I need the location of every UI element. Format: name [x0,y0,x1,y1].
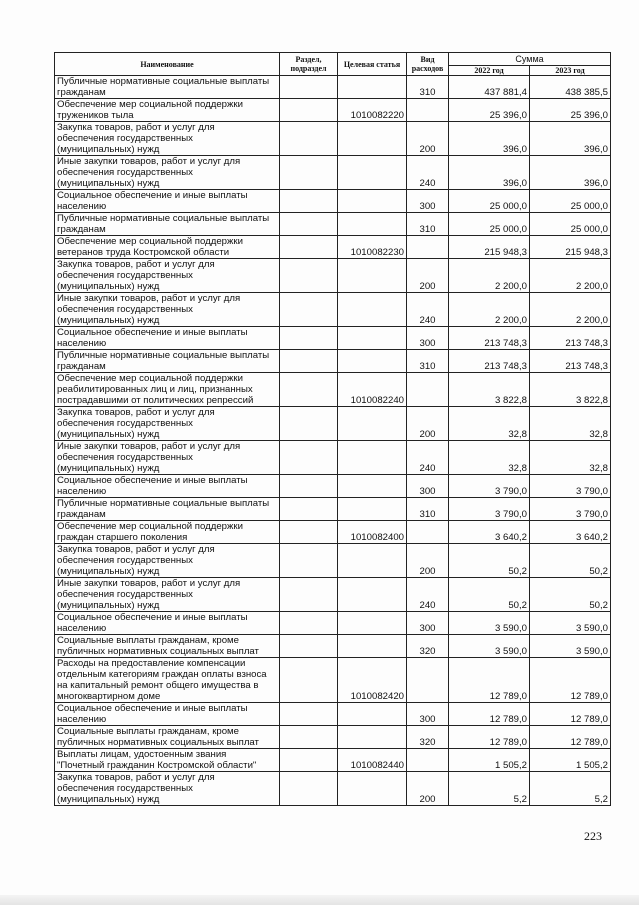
table-row [55,612,611,635]
cell-name [55,658,280,703]
table-row [55,475,611,498]
cell-value-2022: 3 790,0 [449,475,530,498]
table-row [55,407,611,441]
cell-target [338,635,407,658]
cell-section [280,441,338,475]
cell-name [55,612,280,635]
cell-section [280,213,338,236]
table-row [55,350,611,373]
cell-target [338,327,407,350]
cell-value-2023: 396,0 [530,156,611,190]
cell-target [338,213,407,236]
header-kind: Вид расходов [407,53,449,76]
cell-name-line: обеспечения государственных [57,783,193,794]
cell-name [55,156,280,190]
cell-section [280,578,338,612]
table-row [55,635,611,658]
cell-target: 1010082420 [338,658,407,703]
cell-value-2023: 3 790,0 [530,498,611,521]
cell-target [338,156,407,190]
cell-value-2023: 213 748,3 [530,327,611,350]
header-target: Целевая статья [338,53,407,76]
cell-name-line: Обеспечение мер социальной поддержки [57,99,243,110]
cell-name-line: многоквартирном доме [57,691,161,702]
cell-kind [407,521,449,544]
cell-kind: 240 [407,156,449,190]
cell-name-line: Социальные выплаты гражданам, кроме [57,635,239,646]
cell-target [338,293,407,327]
cell-name-line: гражданам [57,361,106,372]
cell-section [280,259,338,293]
cell-section [280,475,338,498]
cell-section [280,726,338,749]
cell-name-line: Выплаты лицам, удостоенным звания [57,749,227,760]
cell-name [55,122,280,156]
cell-section [280,635,338,658]
cell-name-line: (муниципальных) нужд [57,566,160,577]
cell-name-line: реабилитированных лиц и лиц, признанных [57,384,253,395]
cell-name-line: Публичные нормативные социальные выплаты [57,350,270,361]
cell-name-line: (муниципальных) нужд [57,794,160,805]
cell-kind [407,658,449,703]
cell-name [55,350,280,373]
cell-name-line: Публичные нормативные социальные выплаты [57,76,270,87]
cell-kind: 300 [407,475,449,498]
cell-name-line: публичных нормативных социальных выплат [57,737,259,748]
cell-kind: 200 [407,259,449,293]
cell-kind: 310 [407,498,449,521]
cell-value-2023: 3 790,0 [530,475,611,498]
table-row [55,99,611,122]
cell-target: 1010082440 [338,749,407,772]
table-row [55,373,611,407]
cell-name-line: тружеников тыла [57,110,134,121]
cell-value-2023: 50,2 [530,578,611,612]
cell-name-line: Обеспечение мер социальной поддержки [57,236,243,247]
cell-kind: 300 [407,612,449,635]
table-row [55,293,611,327]
cell-value-2022: 50,2 [449,544,530,578]
cell-value-2022: 12 789,0 [449,726,530,749]
cell-name-line: Закупка товаров, работ и услуг для [57,122,215,133]
cell-name [55,498,280,521]
cell-name [55,327,280,350]
cell-kind: 300 [407,703,449,726]
cell-kind: 320 [407,726,449,749]
cell-name-line: "Почетный гражданин Костромской области" [57,760,257,771]
cell-name [55,544,280,578]
cell-target: 1010082240 [338,373,407,407]
header-name: Наименование [55,53,280,76]
table-row [55,749,611,772]
cell-value-2023: 12 789,0 [530,703,611,726]
cell-name-line: гражданам [57,87,106,98]
table-row [55,259,611,293]
table-row [55,213,611,236]
cell-value-2023: 396,0 [530,122,611,156]
table-row [55,726,611,749]
table-row [55,498,611,521]
cell-section [280,612,338,635]
cell-value-2023: 3 590,0 [530,612,611,635]
cell-target: 1010082230 [338,236,407,259]
cell-name-line: гражданам [57,224,106,235]
cell-section [280,703,338,726]
cell-name [55,578,280,612]
cell-value-2023: 3 822,8 [530,373,611,407]
cell-kind: 320 [407,635,449,658]
cell-section [280,407,338,441]
table-row [55,521,611,544]
cell-target [338,76,407,99]
cell-section [280,122,338,156]
cell-name-line: населению [57,201,107,212]
cell-target [338,726,407,749]
cell-name-line: гражданам [57,509,106,520]
cell-value-2022: 396,0 [449,122,530,156]
cell-kind [407,373,449,407]
cell-section [280,498,338,521]
cell-name [55,293,280,327]
cell-name-line: Закупка товаров, работ и услуг для [57,259,215,270]
cell-name [55,441,280,475]
header-year-2023: 2023 год [530,66,611,76]
cell-name-line: Социальное обеспечение и иные выплаты [57,612,248,623]
cell-section [280,99,338,122]
cell-kind: 200 [407,122,449,156]
cell-value-2022: 5,2 [449,772,530,806]
cell-name-line: (муниципальных) нужд [57,429,160,440]
cell-target [338,122,407,156]
cell-value-2023: 5,2 [530,772,611,806]
cell-value-2023: 2 200,0 [530,259,611,293]
cell-name-line: граждан старшего поколения [57,532,188,543]
cell-name [55,99,280,122]
cell-kind: 200 [407,407,449,441]
cell-value-2023: 25 396,0 [530,99,611,122]
table-row [55,772,611,806]
cell-value-2022: 12 789,0 [449,658,530,703]
cell-value-2023: 25 000,0 [530,213,611,236]
cell-name-line: Иные закупки товаров, работ и услуг для [57,441,241,452]
cell-section [280,658,338,703]
cell-name [55,213,280,236]
cell-name-line: Социальное обеспечение и иные выплаты [57,475,248,486]
table-row [55,441,611,475]
cell-name-line: Социальные выплаты гражданам, кроме [57,726,239,737]
cell-target [338,544,407,578]
cell-name-line: (муниципальных) нужд [57,144,160,155]
cell-name-line: (муниципальных) нужд [57,178,160,189]
cell-name-line: обеспечения государственных [57,589,193,600]
cell-target [338,350,407,373]
cell-value-2022: 3 790,0 [449,498,530,521]
header-section: Раздел, подраздел [280,53,338,76]
cell-value-2022: 32,8 [449,407,530,441]
cell-name-line: ветеранов труда Костромской области [57,247,230,258]
cell-value-2022: 213 748,3 [449,327,530,350]
cell-kind [407,749,449,772]
cell-kind: 240 [407,578,449,612]
table-header [55,53,611,76]
cell-name [55,373,280,407]
cell-section [280,236,338,259]
cell-section [280,76,338,99]
table-row [55,658,611,703]
cell-name-line: публичных нормативных социальных выплат [57,646,259,657]
table-row [55,156,611,190]
cell-value-2022: 3 640,2 [449,521,530,544]
cell-value-2022: 437 881,4 [449,76,530,99]
cell-kind: 240 [407,293,449,327]
cell-name-line: Публичные нормативные социальные выплаты [57,213,270,224]
cell-name-line: населению [57,338,107,349]
cell-name-line: Публичные нормативные социальные выплаты [57,498,270,509]
table-row [55,122,611,156]
cell-name-line: обеспечения государственных [57,555,193,566]
cell-kind [407,99,449,122]
cell-name-line: Иные закупки товаров, работ и услуг для [57,293,241,304]
cell-name [55,236,280,259]
cell-name [55,772,280,806]
cell-kind: 240 [407,441,449,475]
cell-name-line: Закупка товаров, работ и услуг для [57,772,215,783]
cell-name [55,76,280,99]
cell-name-line: Социальное обеспечение и иные выплаты [57,327,248,338]
cell-name-line: населению [57,714,107,725]
cell-value-2022: 32,8 [449,441,530,475]
cell-name-line: Иные закупки товаров, работ и услуг для [57,156,241,167]
cell-name-line: Расходы на предоставление компенсации [57,658,246,669]
cell-kind: 310 [407,213,449,236]
budget-table [54,52,611,806]
cell-name-line: (муниципальных) нужд [57,463,160,474]
cell-name [55,726,280,749]
cell-name-line: Иные закупки товаров, работ и услуг для [57,578,241,589]
cell-name-line: обеспечения государственных [57,452,193,463]
cell-name-line: обеспечения государственных [57,270,193,281]
cell-target [338,612,407,635]
table-row [55,578,611,612]
cell-name-line: Обеспечение мер социальной поддержки [57,373,243,384]
table-row [55,703,611,726]
cell-target [338,475,407,498]
cell-value-2022: 213 748,3 [449,350,530,373]
cell-value-2023: 50,2 [530,544,611,578]
cell-section [280,190,338,213]
cell-kind: 200 [407,544,449,578]
cell-section [280,772,338,806]
cell-value-2022: 396,0 [449,156,530,190]
cell-value-2022: 25 000,0 [449,213,530,236]
cell-name-line: Закупка товаров, работ и услуг для [57,407,215,418]
cell-value-2023: 25 000,0 [530,190,611,213]
cell-target [338,772,407,806]
page-number: 223 [584,829,602,843]
cell-name [55,635,280,658]
cell-target [338,578,407,612]
cell-target [338,259,407,293]
cell-value-2023: 12 789,0 [530,658,611,703]
cell-name [55,190,280,213]
cell-value-2023: 438 385,5 [530,76,611,99]
cell-section [280,293,338,327]
table-row [55,327,611,350]
cell-section [280,350,338,373]
cell-kind: 310 [407,76,449,99]
cell-name-line: (муниципальных) нужд [57,600,160,611]
cell-section [280,327,338,350]
table-row [55,76,611,99]
cell-value-2022: 3 822,8 [449,373,530,407]
cell-value-2023: 3 590,0 [530,635,611,658]
cell-value-2022: 2 200,0 [449,259,530,293]
cell-name-line: населению [57,486,107,497]
cell-value-2022: 1 505,2 [449,749,530,772]
cell-value-2023: 32,8 [530,407,611,441]
cell-name-line: обеспечения государственных [57,133,193,144]
cell-name [55,749,280,772]
cell-value-2023: 215 948,3 [530,236,611,259]
cell-value-2022: 25 396,0 [449,99,530,122]
cell-name-line: обеспечения государственных [57,167,193,178]
cell-kind: 310 [407,350,449,373]
cell-name-line: обеспечения государственных [57,304,193,315]
cell-name-line: (муниципальных) нужд [57,281,160,292]
cell-kind [407,236,449,259]
cell-section [280,156,338,190]
cell-name-line: Социальное обеспечение и иные выплаты [57,703,248,714]
cell-value-2023: 213 748,3 [530,350,611,373]
cell-name [55,475,280,498]
table-row [55,190,611,213]
cell-name-line: на капитальный ремонт общего имущества в [57,680,259,691]
cell-target: 1010082220 [338,99,407,122]
cell-target [338,190,407,213]
cell-target [338,441,407,475]
cell-section [280,544,338,578]
cell-name [55,407,280,441]
cell-kind: 300 [407,190,449,213]
cell-value-2023: 12 789,0 [530,726,611,749]
cell-value-2022: 25 000,0 [449,190,530,213]
cell-value-2022: 3 590,0 [449,635,530,658]
header-sum: Сумма [449,53,611,66]
cell-target [338,703,407,726]
cell-name [55,259,280,293]
cell-name-line: Закупка товаров, работ и услуг для [57,544,215,555]
cell-name [55,521,280,544]
cell-value-2023: 32,8 [530,441,611,475]
cell-name-line: населению [57,623,107,634]
cell-target [338,407,407,441]
cell-name-line: Обеспечение мер социальной поддержки [57,521,243,532]
cell-name-line: обеспечения государственных [57,418,193,429]
cell-target [338,498,407,521]
cell-value-2023: 1 505,2 [530,749,611,772]
cell-value-2022: 12 789,0 [449,703,530,726]
cell-name-line: (муниципальных) нужд [57,315,160,326]
cell-value-2022: 215 948,3 [449,236,530,259]
cell-name [55,703,280,726]
table-body [55,76,611,806]
cell-name-line: отдельным категориям граждан оплаты взноса [57,669,267,680]
header-year-2022: 2022 год [449,66,530,76]
cell-target: 1010082400 [338,521,407,544]
scan-bottom-edge [0,895,639,905]
cell-name-line: Социальное обеспечение и иные выплаты [57,190,248,201]
cell-kind: 300 [407,327,449,350]
table-row [55,236,611,259]
cell-kind: 200 [407,772,449,806]
cell-section [280,373,338,407]
cell-section [280,521,338,544]
cell-value-2022: 2 200,0 [449,293,530,327]
cell-name-line: пострадавшими от политических репрессий [57,395,254,406]
cell-value-2022: 50,2 [449,578,530,612]
cell-value-2022: 3 590,0 [449,612,530,635]
table-row [55,544,611,578]
cell-section [280,749,338,772]
cell-value-2023: 2 200,0 [530,293,611,327]
cell-value-2023: 3 640,2 [530,521,611,544]
